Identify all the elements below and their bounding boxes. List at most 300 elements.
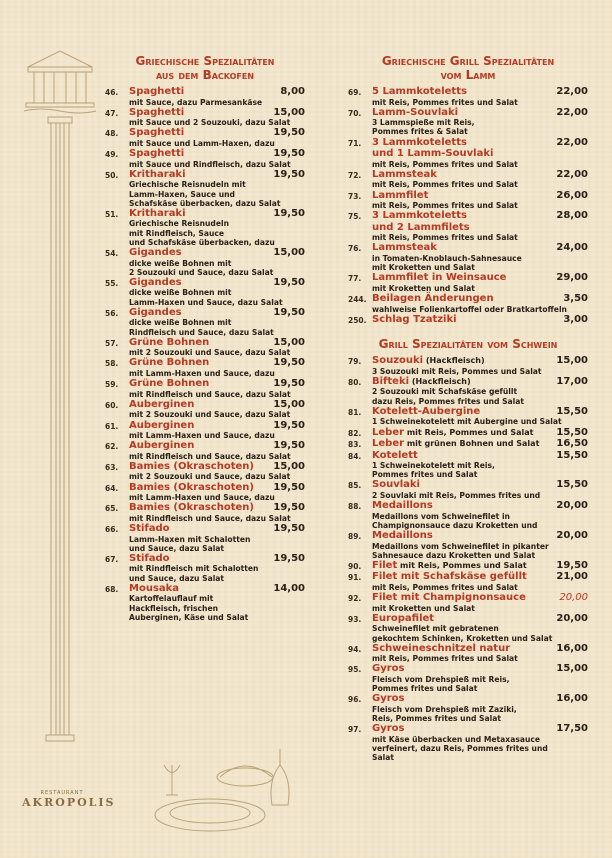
item-body: [372, 663, 588, 693]
menu-item: [348, 693, 588, 723]
item-description: Lamm-Haxen mit Schalotten und Sauce, dazu Salat: [129, 534, 251, 553]
item-headline: [129, 420, 305, 432]
item-number: 84.: [348, 451, 362, 461]
section-title-line: Griechische Grill Spezialitäten: [381, 54, 555, 68]
menu-item: [105, 461, 305, 482]
item-headline: [129, 440, 305, 452]
item-name-text: Medaillons: [372, 500, 433, 512]
menu-item: [105, 482, 305, 503]
item-price: 19,50: [556, 559, 588, 571]
item-name: [372, 438, 539, 450]
item-number: 66.: [105, 525, 119, 535]
item-description: 3 Souzouki mit Reis, Pommes und Salat: [372, 366, 542, 376]
section-title-line: Grill Spezialitäten vom Schwein: [378, 337, 558, 352]
item-description: Fleisch vom Drehspieß mit Zaziki, Reis, Pommes frites und Salat: [372, 704, 517, 724]
item-description: 1 Schweinekotelett mit Aubergine und Salat: [372, 417, 562, 427]
item-body: [372, 86, 588, 107]
item-body: [372, 450, 588, 480]
item-description: mit Rindfleisch und Sauce, dazu Salat: [129, 389, 291, 399]
menu-item: [348, 427, 588, 439]
item-headline: [372, 210, 588, 233]
menu-item: [105, 337, 305, 358]
item-body: [129, 440, 305, 461]
item-name: [372, 293, 494, 305]
item-body: [372, 592, 588, 613]
item-description: mit Lamm-Haxen und Sauce, dazu: [129, 431, 275, 441]
item-description: mit Kroketten und Salat: [372, 603, 475, 613]
item-number: 65.: [105, 504, 119, 514]
menu-item: [105, 357, 305, 378]
item-price: 3,50: [563, 293, 588, 305]
item-description: 3 Lammspieße mit Reis, Pommes frites & Salat: [372, 118, 475, 137]
item-name: [129, 357, 209, 369]
item-name-text: Souzouki: [372, 355, 424, 367]
menu-item: [348, 169, 588, 190]
item-price: 8,00: [280, 86, 305, 97]
item-headline: [372, 592, 588, 604]
item-body: [129, 378, 305, 399]
item-headline: [372, 355, 588, 367]
item-name-note: (Hackfleisch): [409, 376, 471, 386]
item-name-text: Lammfilet: [372, 189, 429, 201]
item-name: [372, 190, 428, 202]
item-body: [372, 571, 588, 592]
item-price: 16,00: [556, 642, 588, 654]
item-price: 19,50: [273, 357, 305, 369]
item-price: 20,00: [559, 592, 588, 604]
menu-item: [348, 479, 588, 500]
item-body: [129, 307, 305, 337]
item-name: [372, 592, 526, 604]
item-name: [129, 127, 184, 139]
item-name-text: Gigandes: [129, 306, 182, 318]
item-name-text: Bamies (Okraschoten): [129, 460, 254, 472]
item-number: 59.: [105, 380, 119, 390]
item-description: Schweinefilet mit gebratenen gekochtem Schinken, Kroketten und Salat: [372, 624, 553, 643]
menu-item: [348, 86, 588, 107]
item-description: Fleisch vom Drehspieß mit Reis, Pommes frites und Salat: [372, 674, 510, 694]
item-name: [129, 307, 182, 319]
menu-item: [348, 210, 588, 242]
item-body: [129, 86, 305, 107]
item-name-text: Lammfilet in Weinsauce: [372, 272, 507, 284]
item-number: 46.: [105, 88, 119, 97]
item-description: 2 Souzouki mit Schafskäse gefüllt dazu Reis, Pommes frites und Salat: [372, 387, 525, 406]
item-headline: [372, 643, 588, 655]
menu-item: [348, 355, 588, 376]
item-headline: [129, 583, 305, 595]
item-name: [372, 107, 458, 119]
item-price: 19,50: [273, 378, 305, 390]
item-number: 54.: [105, 249, 119, 259]
item-name-text: Spaghetti: [129, 148, 185, 160]
item-number: 69.: [348, 88, 362, 97]
item-price: 19,50: [273, 523, 305, 535]
menu-item: [105, 247, 305, 277]
item-headline: [129, 378, 305, 390]
item-body: [129, 583, 305, 622]
item-headline: [129, 307, 305, 319]
item-price: 15,00: [273, 247, 305, 259]
item-description: mit Lamm-Haxen und Sauce, dazu: [129, 493, 275, 503]
item-body: [372, 613, 588, 643]
item-headline: [372, 530, 588, 542]
item-name-text: Lamm-Souvlaki: [372, 106, 459, 118]
section-title-backofen: [105, 54, 305, 82]
item-price: 19,50: [273, 276, 305, 288]
section-title-schwein: [348, 337, 588, 351]
item-price: 19,50: [273, 502, 305, 514]
item-body: [372, 169, 588, 190]
item-headline: [372, 613, 588, 625]
item-headline: [372, 272, 588, 284]
item-body: [372, 560, 588, 572]
menu-list-backofen: [105, 86, 305, 622]
item-headline: [129, 461, 305, 473]
menu-item: [348, 571, 588, 592]
item-name: [129, 482, 254, 494]
item-headline: [129, 208, 305, 220]
item-description: wahlweise Folienkartoffel oder Bratkartoffeln: [372, 304, 567, 314]
item-price: 19,50: [273, 440, 305, 452]
item-headline: [372, 107, 588, 119]
item-name: [129, 420, 194, 432]
item-name-text: Auberginen: [129, 440, 195, 452]
menu-item: [348, 450, 588, 480]
item-headline: [129, 482, 305, 494]
item-price: 24,00: [556, 242, 588, 254]
item-number: 88.: [348, 502, 362, 512]
item-name-text: Kritharaki: [129, 168, 186, 180]
menu-item: [105, 553, 305, 583]
item-headline: [129, 357, 305, 369]
item-name: [129, 277, 182, 289]
item-price: 15,00: [273, 398, 305, 410]
menu-item: [348, 314, 588, 326]
item-price: 22,00: [556, 168, 588, 180]
item-price: 19,50: [273, 127, 305, 139]
item-price: 15,00: [556, 663, 588, 675]
item-body: [129, 208, 305, 247]
item-price: 17,50: [556, 723, 588, 735]
item-name: [372, 560, 527, 572]
item-price: 22,00: [556, 136, 588, 148]
item-price: 21,00: [556, 571, 588, 583]
item-price: 19,50: [273, 207, 305, 219]
item-number: 72.: [348, 170, 362, 180]
item-number: 67.: [105, 554, 119, 564]
item-name-text: Spaghetti: [129, 106, 185, 118]
menu-item: [348, 560, 588, 572]
menu-item: [348, 663, 588, 693]
item-number: 89.: [348, 532, 362, 542]
item-name: [129, 107, 184, 119]
item-price: 3,00: [563, 313, 588, 325]
menu-item: [348, 438, 588, 450]
item-headline: [372, 560, 588, 572]
item-headline: [372, 479, 588, 491]
item-name: [129, 148, 184, 160]
item-price: 15,00: [273, 336, 305, 348]
temple-column-illustration: [20, 45, 100, 745]
item-headline: [372, 663, 588, 675]
item-price: 15,00: [273, 460, 305, 472]
item-body: [372, 355, 588, 376]
item-price: 20,00: [556, 530, 588, 542]
item-body: [129, 553, 305, 583]
menu-item: [105, 583, 305, 622]
item-body: [129, 482, 305, 503]
menu-item: [105, 148, 305, 169]
item-name: [129, 583, 179, 595]
item-number: 91.: [348, 573, 362, 583]
item-name-text: Lammsteak: [372, 242, 437, 254]
item-name-text: Filet: [372, 559, 398, 571]
item-number: 55.: [105, 278, 119, 288]
item-price: 16,50: [556, 438, 588, 450]
menu-item: [348, 242, 588, 272]
item-headline: [129, 277, 305, 289]
item-number: 90.: [348, 561, 362, 571]
item-name-text: Spaghetti: [129, 127, 185, 139]
item-name: [372, 530, 433, 542]
item-body: [372, 242, 588, 272]
item-number: 64.: [105, 483, 119, 493]
item-number: 97.: [348, 725, 362, 735]
item-description: mit Rindfleisch und Sauce, dazu Salat: [129, 451, 291, 461]
item-name: [372, 137, 493, 160]
item-body: [372, 137, 588, 169]
item-name-text: Grüne Bohnen: [129, 378, 210, 390]
item-number: 95.: [348, 665, 362, 675]
item-name-note: mit Reis, Pommes und Salat: [397, 560, 527, 570]
item-headline: [372, 450, 588, 462]
item-name: [129, 378, 209, 390]
item-headline: [372, 376, 588, 388]
item-name-text: Gyros: [372, 663, 405, 675]
item-number: 56.: [105, 308, 119, 318]
item-headline: [372, 438, 588, 450]
menu-item: [105, 277, 305, 307]
item-body: [129, 127, 305, 148]
menu-item: [105, 86, 305, 107]
item-name: [129, 399, 194, 411]
item-body: [372, 427, 588, 439]
item-body: [372, 314, 588, 326]
item-name-text: Bamies (Okraschoten): [129, 481, 254, 493]
item-name: [129, 208, 186, 220]
item-description: 1 Schweinekotelett mit Reis, Pommes frites und Salat: [372, 461, 495, 480]
item-description: mit 2 Souzouki und Sauce, dazu Salat: [129, 410, 291, 420]
item-headline: [372, 242, 588, 254]
item-price: 28,00: [556, 210, 588, 222]
item-name: [372, 355, 485, 367]
item-number: 79.: [348, 357, 362, 367]
logo-subtitle: RESTAURANT: [40, 790, 84, 796]
item-headline: [372, 86, 588, 98]
item-body: [129, 337, 305, 358]
item-number: 60.: [105, 400, 119, 410]
item-body: [129, 169, 305, 208]
item-price: 19,50: [273, 306, 305, 318]
item-number: 49.: [105, 150, 119, 160]
menu-item: [348, 107, 588, 137]
item-body: [129, 523, 305, 553]
item-headline: [129, 148, 305, 160]
menu-item: [348, 137, 588, 169]
item-name-note: (Hackfleisch): [423, 356, 485, 366]
item-description: mit Rindfleisch und Sauce, dazu Salat: [129, 513, 291, 523]
item-number: 75.: [348, 212, 362, 222]
item-description: mit Reis, Pommes frites und Salat: [372, 654, 518, 664]
item-name: [372, 450, 418, 462]
item-description: mit Kroketten und Salat: [372, 283, 475, 293]
item-body: [372, 479, 588, 500]
item-name-text: 3 Lammkoteletts und 2 Lammfilets: [372, 210, 470, 233]
item-name: [372, 723, 404, 735]
menu-item: [348, 500, 588, 530]
item-headline: [129, 337, 305, 349]
item-body: [372, 530, 588, 560]
item-name: [372, 693, 404, 705]
item-body: [129, 148, 305, 169]
item-name-text: Schlag Tzatziki: [372, 313, 457, 325]
item-headline: [372, 723, 588, 735]
menu-item: [105, 169, 305, 208]
item-name-text: Grüne Bohnen: [129, 357, 210, 369]
item-price: 22,00: [556, 86, 588, 97]
item-name-text: Auberginen: [129, 419, 195, 431]
item-name: [372, 479, 420, 491]
item-number: 61.: [105, 421, 119, 431]
restaurant-logo: [22, 790, 116, 809]
item-body: [129, 420, 305, 441]
item-description: mit Reis, Pommes frites und Salat: [372, 233, 518, 243]
item-body: [372, 190, 588, 211]
item-description: Medaillons vom Schweinefilet in pikanter Sahnesauce dazu Kroketten und Salat: [372, 541, 549, 560]
menu-item: [105, 420, 305, 441]
item-body: [372, 643, 588, 664]
item-body: [129, 357, 305, 378]
item-name: [372, 314, 457, 326]
item-name-text: Bamies (Okraschoten): [129, 502, 254, 514]
item-description: mit Reis, Pommes frites und Salat: [372, 180, 518, 190]
menu-item: [105, 378, 305, 399]
item-number: 92.: [348, 594, 362, 604]
item-name-text: Beilagen Änderungen: [372, 293, 494, 305]
item-description: mit Reis, Pommes frites und Salat: [372, 582, 518, 592]
item-name-text: Filet mit Champignonsauce: [372, 592, 526, 604]
logo-title: AKROPOLIS: [22, 796, 116, 809]
item-description: mit Sauce und Rindfleisch, dazu Salat: [129, 159, 291, 169]
item-name: [129, 553, 170, 565]
menu-item: [105, 502, 305, 523]
item-body: [372, 272, 588, 293]
item-headline: [372, 137, 588, 160]
menu-column-right: [348, 54, 588, 762]
menu-column-left: [105, 54, 305, 622]
section-title-lamm: [348, 54, 588, 82]
menu-item: [105, 523, 305, 553]
item-description: Medaillons vom Schweinefilet in Champignonsauce dazu Kroketten und: [372, 511, 538, 530]
item-headline: [129, 553, 305, 565]
item-price: 16,00: [556, 693, 588, 705]
item-price: 17,00: [556, 375, 588, 387]
item-number: 80.: [348, 377, 362, 387]
item-number: 96.: [348, 695, 362, 705]
item-name-text: Leber: [372, 426, 405, 438]
item-number: 76.: [348, 244, 362, 254]
item-price: 19,50: [273, 481, 305, 493]
menu-item: [348, 530, 588, 560]
item-number: 77.: [348, 274, 362, 284]
item-number: 57.: [105, 338, 119, 348]
item-price: 15,50: [556, 449, 588, 461]
item-name: [372, 86, 467, 98]
item-headline: [129, 169, 305, 181]
item-headline: [129, 247, 305, 259]
item-description: Griechische Reisnudeln mit Lamm-Haxen, Sauce und Schafskäse überbacken, dazu Salat: [129, 180, 281, 208]
item-headline: [372, 169, 588, 181]
item-description: 2 Souvlaki mit Reis, Pommes frites und: [372, 490, 541, 500]
item-price: 14,00: [273, 582, 305, 594]
item-name-note: mit grünen Bohnen und Salat: [404, 439, 540, 449]
item-number: 73.: [348, 191, 362, 201]
item-headline: [372, 693, 588, 705]
item-number: 47.: [105, 108, 119, 118]
item-body: [372, 693, 588, 723]
item-number: 94.: [348, 644, 362, 654]
menu-item: [348, 723, 588, 762]
item-price: 20,00: [556, 500, 588, 512]
item-name-text: Medaillons: [372, 530, 433, 542]
item-name-text: Souvlaki: [372, 479, 420, 491]
menu-item: [105, 208, 305, 247]
item-name-text: Stifado: [129, 552, 170, 564]
item-name-text: Gigandes: [129, 276, 182, 288]
item-body: [372, 376, 588, 406]
item-name-text: Gigandes: [129, 247, 182, 259]
menu-item: [348, 272, 588, 293]
item-description: mit Käse überbacken und Metaxasauce verfeinert, dazu Reis, Pommes frites und Salat: [372, 734, 548, 763]
item-name: [129, 523, 170, 535]
item-body: [372, 438, 588, 450]
item-price: 22,00: [556, 106, 588, 118]
item-name: [129, 247, 182, 259]
item-headline: [372, 314, 588, 326]
item-name-text: 3 Lammkoteletts und 1 Lamm-Souvlaki: [372, 136, 494, 160]
item-price: 19,50: [273, 168, 305, 180]
item-number: 93.: [348, 614, 362, 624]
item-number: 71.: [348, 138, 362, 148]
item-number: 70.: [348, 108, 362, 118]
item-number: 63.: [105, 462, 119, 472]
item-body: [129, 107, 305, 128]
menu-item: [105, 107, 305, 128]
item-description: dicke weiße Bohnen mit Rindfleisch und Sauce, dazu Salat: [129, 318, 274, 337]
item-price: 15,50: [556, 405, 588, 417]
item-price: 15,00: [556, 355, 588, 367]
item-headline: [129, 502, 305, 514]
item-price: 15,50: [556, 426, 588, 438]
menu-item: [105, 127, 305, 148]
item-name: [372, 376, 471, 388]
menu-item: [348, 406, 588, 427]
item-headline: [372, 571, 588, 583]
item-body: [129, 461, 305, 482]
item-name: [129, 337, 209, 349]
menu-list-lamm: [348, 86, 588, 325]
